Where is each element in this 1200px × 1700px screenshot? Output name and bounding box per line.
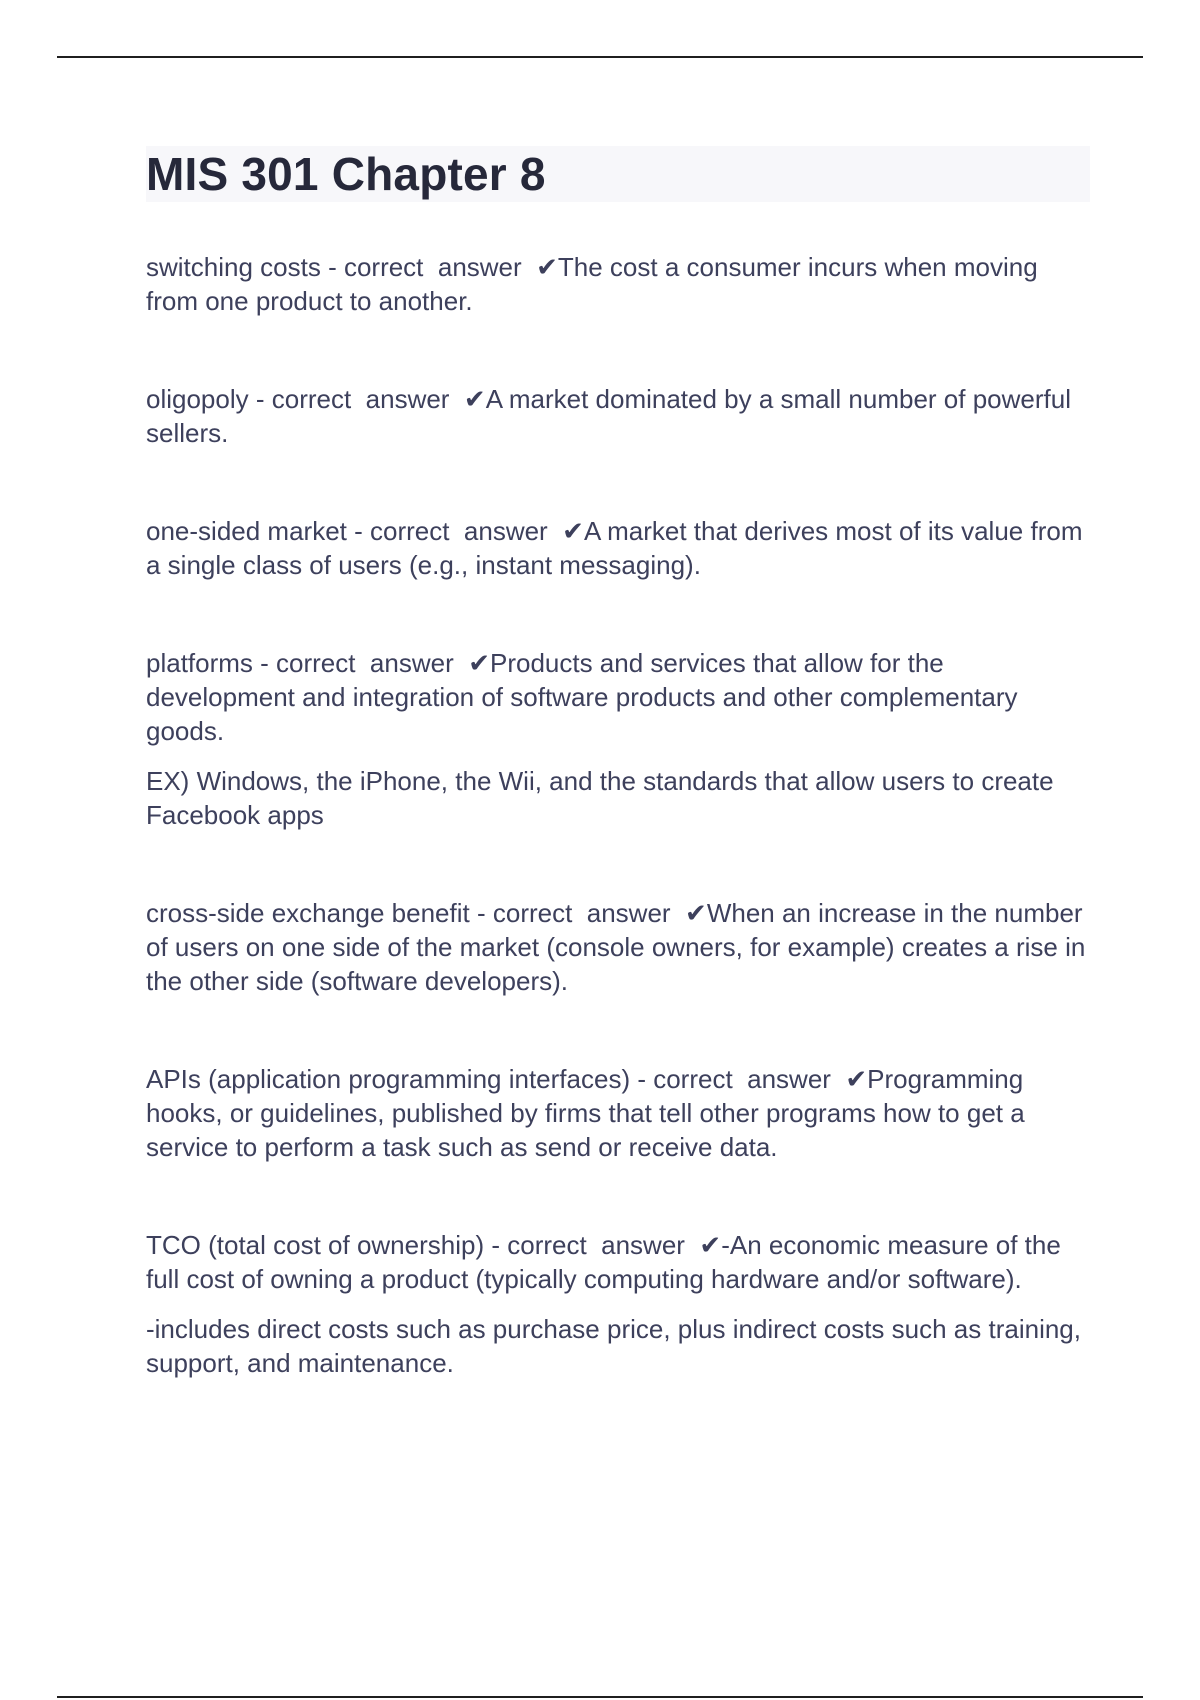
flashcard-entry: [146, 250, 1090, 318]
entry-term: platforms: [146, 648, 253, 678]
entry-paragraph: [146, 382, 1090, 450]
entry-example-paragraph: EX) Windows, the iPhone, the Wii, and the standards that allow users to create Facebook apps: [146, 766, 1054, 830]
flashcard-entry: [146, 514, 1090, 582]
answer-marker: - correct answer ✔: [248, 384, 486, 414]
answer-marker: - correct answer ✔: [484, 1230, 722, 1260]
flashcard-entry: [146, 896, 1090, 998]
top-divider: [57, 56, 1143, 58]
entry-term: APIs (application programming interfaces): [146, 1064, 631, 1094]
answer-marker: - correct answer ✔: [346, 516, 584, 546]
bottom-divider: [57, 1696, 1143, 1698]
flashcard-entry: [146, 1062, 1090, 1164]
entry-definition: -An economic measure of the full cost of owning a product (typically computing hardware and/or software).: [146, 1230, 1061, 1294]
answer-marker: - correct answer ✔: [320, 252, 558, 282]
entry-definition: The cost a consumer incurs when moving from one product to another.: [146, 252, 1038, 316]
entry-extra-paragraph: -includes direct costs such as purchase price, plus indirect costs such as training, support, and maintenance.: [146, 1314, 1081, 1378]
entry-definition: A market that derives most of its value from a single class of users (e.g., instant messaging).: [146, 516, 1083, 580]
entry-paragraph: [146, 896, 1090, 998]
entry-term: switching costs: [146, 252, 321, 282]
entry-definition: When an increase in the number of users on one side of the market (console owners, for example) creates a rise in the other side (software developers).: [146, 898, 1086, 996]
entry-term: oligopoly: [146, 384, 249, 414]
flashcard-entry: [146, 646, 1090, 832]
answer-marker: - correct answer ✔: [630, 1064, 868, 1094]
entry-term: TCO (total cost of ownership): [146, 1230, 485, 1260]
entry-paragraph: [146, 646, 1090, 748]
answer-marker: - correct answer ✔: [252, 648, 490, 678]
entry-term: cross-side exchange benefit: [146, 898, 470, 928]
flashcard-entry: [146, 382, 1090, 450]
document-body: [146, 146, 1090, 1444]
entry-paragraph: [146, 1228, 1090, 1296]
entry-paragraph: [146, 250, 1090, 318]
entry-definition: A market dominated by a small number of powerful sellers.: [146, 384, 1071, 448]
entry-definition: Products and services that allow for the development and integration of software products and other complementary goods.: [146, 648, 1018, 746]
entry-paragraph: [146, 1062, 1090, 1164]
flashcard-entry: [146, 1228, 1090, 1380]
entry-term: one-sided market: [146, 516, 347, 546]
entry-paragraph: [146, 514, 1090, 582]
page-title: MIS 301 Chapter 8: [146, 148, 546, 200]
answer-marker: - correct answer ✔: [469, 898, 707, 928]
title-banner: [146, 146, 1090, 202]
entry-definition: Programming hooks, or guidelines, published by firms that tell other programs how to get a service to perform a task such as send or receive data.: [146, 1064, 1025, 1162]
